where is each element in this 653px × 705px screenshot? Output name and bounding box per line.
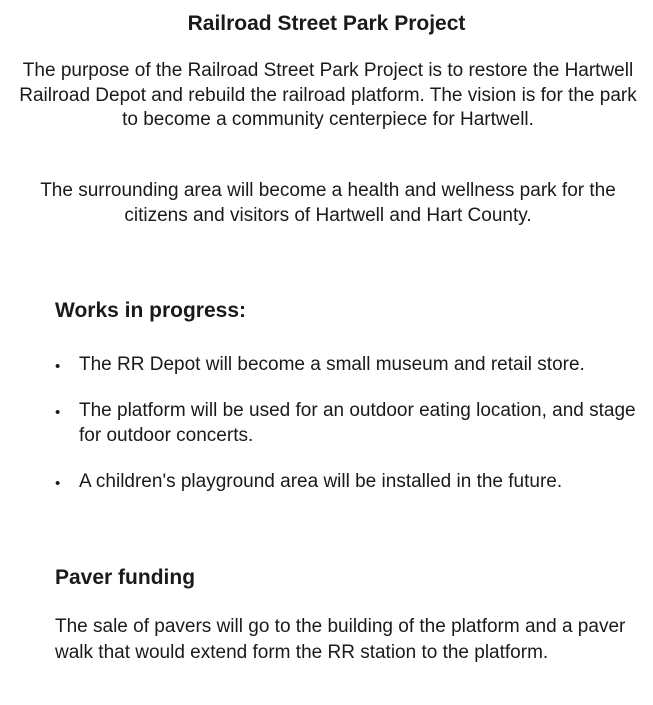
bullet-icon: • [55, 358, 61, 375]
works-list [55, 352, 640, 515]
list-item-text: The platform will be used for an outdoor eating location, and stage for outdoor concerts. [79, 400, 636, 446]
list-item [55, 352, 640, 377]
works-in-progress-heading: Works in progress: [55, 299, 246, 322]
list-item [55, 398, 640, 448]
intro-paragraph-purpose: The purpose of the Railroad Street Park Project is to restore the Hartwell Railroad Depot and rebuild the railroad platform. The vision is for the park to become a community centerpiece for Hartwell. [19, 60, 637, 130]
bullet-icon: • [55, 404, 61, 421]
paver-funding-text: The sale of pavers will go to the building of the platform and a paver walk that would extend form the RR station to the platform. [55, 616, 626, 663]
list-item [55, 469, 640, 494]
paver-funding-heading: Paver funding [55, 566, 196, 589]
intro-paragraph-surrounding: The surrounding area will become a health and wellness park for the citizens and visitors of Hartwell and Hart County. [40, 180, 616, 226]
page-title: Railroad Street Park Project [187, 12, 466, 35]
list-item-text: The RR Depot will become a small museum and retail store. [79, 354, 585, 375]
bullet-icon: • [55, 475, 61, 492]
list-item-text: A children's playground area will be installed in the future. [79, 471, 563, 492]
